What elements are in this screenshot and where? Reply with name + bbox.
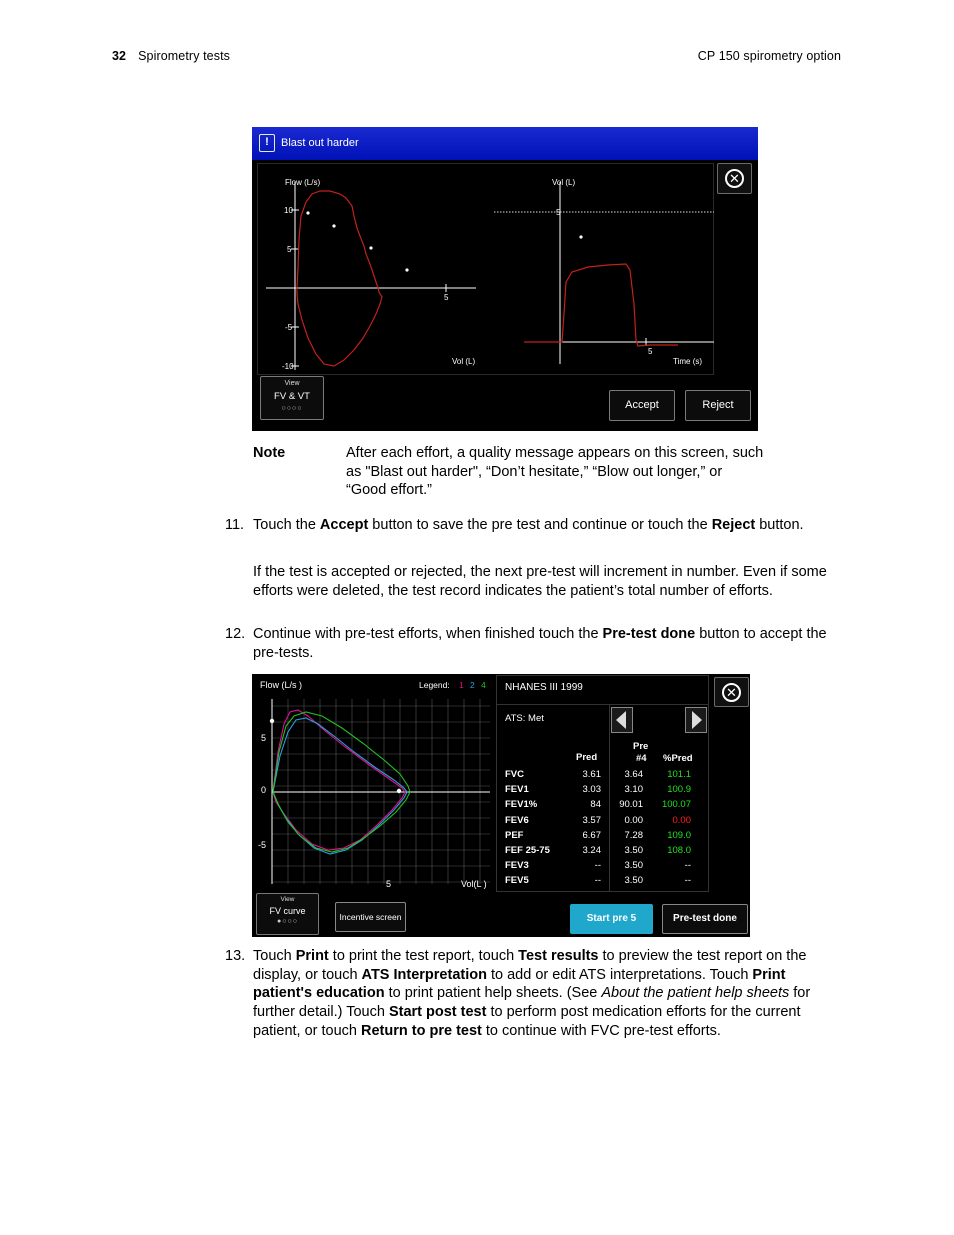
x-axis-label: Vol(L )	[461, 879, 487, 889]
legend-item: 1	[459, 680, 464, 690]
vt-y-tick-label: 5	[556, 208, 561, 217]
step-11-text: Touch the Accept button to save the pre test and continue or touch the Reject button.	[253, 517, 804, 533]
close-icon: ✕	[725, 169, 744, 188]
row-name: FEV1	[505, 784, 529, 796]
vt-x-tick-label: 5	[648, 347, 653, 356]
chart-flow-label: Flow (L/s )	[260, 680, 303, 690]
arrow-right-icon	[692, 711, 702, 729]
row-pred: 84	[590, 799, 601, 811]
row-pct-pred: 108.0	[667, 845, 691, 856]
close-button[interactable]	[714, 677, 749, 707]
row-pre: 90.01	[619, 799, 643, 811]
row-name: FVC	[505, 769, 524, 780]
view-name: FV curve	[269, 906, 306, 916]
row-pct-pred: 100.9	[667, 784, 691, 796]
step-11-paragraph: If the test is accepted or rejected, the next pre-test will increment in number. Even if some efforts were deleted, the test record indicates the patient’s total number of efforts.	[253, 564, 827, 599]
curve-effort-1	[273, 710, 405, 850]
row-pre: 3.50	[624, 845, 643, 856]
fv-tick-label: -10	[282, 362, 294, 371]
close-icon: ✕	[722, 683, 741, 702]
pretest-done-term: Pre-test done	[602, 626, 696, 642]
col-header-pct-pred: %Pred	[663, 753, 693, 764]
predicted-point	[579, 235, 582, 238]
table-row	[505, 860, 705, 875]
step-number: 13.	[225, 948, 246, 964]
pretest-results-screenshot	[252, 674, 750, 937]
row-pre: 0.00	[624, 814, 643, 826]
fv-tick-label: 10	[284, 206, 293, 215]
plot-panel	[257, 163, 714, 375]
row-pred: --	[594, 860, 601, 872]
next-effort-button[interactable]	[685, 707, 707, 733]
step-13-text: Touch Print to print the test report, touch Test results to preview the test report on the display, or touch ATS Interpretation to add or edit ATS interpretations. Touch Print patient's education to print patient help sheets. (See About the patient help sheets for further detail.) Touch Start post test to perform post medication efforts for the current patient, or touch Return to pre test to continue with FVC pre-test efforts.	[253, 948, 811, 1039]
curve-effort-4	[273, 712, 410, 852]
section-title: Spirometry tests	[138, 49, 231, 63]
vt-curve	[524, 264, 678, 346]
row-name: PEF	[505, 829, 524, 841]
x-tick-label: 5	[386, 879, 392, 889]
step-number: 12.	[225, 626, 246, 642]
fv-vol-label: Vol (L)	[452, 357, 476, 366]
quality-message: Blast out harder	[281, 137, 359, 149]
page-header-left	[112, 49, 230, 63]
legend-label: Legend:	[419, 680, 450, 690]
fv-curve	[297, 191, 382, 366]
row-pre: 3.50	[624, 875, 643, 887]
row-pct-pred: --	[684, 875, 691, 887]
view-page-dots: ●○○○	[277, 918, 298, 925]
page-number: 32	[112, 49, 127, 63]
row-pred: 6.67	[582, 829, 601, 841]
step-12-text: Continue with pre-test efforts, when finished touch the Pre-test done button to accept the pre-tests.	[253, 626, 827, 661]
row-name: FEV3	[505, 860, 529, 872]
row-name: FEV6	[505, 814, 529, 826]
ats-status: ATS: Met	[505, 713, 544, 724]
doc-title: CP 150 spirometry option	[697, 49, 841, 63]
row-pred: 3.57	[582, 814, 601, 826]
table-row	[505, 769, 705, 784]
info-message-icon: !	[259, 134, 275, 152]
view-name: FV & VT	[274, 391, 310, 402]
predicted-fvc-point	[397, 789, 401, 793]
row-pre: 3.64	[624, 769, 643, 780]
accept-button[interactable]: Accept	[609, 390, 675, 421]
print-term: Print	[295, 948, 329, 964]
ats-interpretation-term: ATS Interpretation	[361, 966, 487, 983]
print-education-term: Print patient's education	[253, 966, 786, 1002]
fv-vt-plots	[258, 164, 715, 376]
row-pct-pred: 101.1	[667, 769, 691, 780]
row-pct-pred: 100.07	[661, 799, 691, 811]
start-pre-5-button[interactable]: Start pre 5	[570, 904, 653, 934]
start-post-test-term: Start post test	[388, 1004, 487, 1021]
row-pct-pred: 0.00	[672, 814, 691, 826]
fv-tick-label: 5	[287, 245, 292, 254]
col-header-pred: Pred	[576, 752, 598, 763]
view-page-dots: ○○○○	[281, 405, 303, 412]
previous-effort-button[interactable]	[611, 707, 633, 733]
row-pre: 3.10	[624, 784, 643, 796]
fv-vt-screenshot	[252, 127, 758, 431]
view-label: View	[284, 380, 300, 387]
step-number: 11.	[225, 517, 245, 533]
legend-item: 2	[470, 680, 475, 690]
vt-vol-label: Vol (L)	[552, 178, 576, 187]
row-pre: 7.28	[624, 829, 643, 841]
row-pct-pred: --	[684, 860, 691, 872]
results-panel	[496, 675, 709, 892]
return-to-pre-test-term: Return to pre test	[361, 1022, 482, 1039]
row-pct-pred: 109.0	[667, 829, 691, 841]
predicted-point	[369, 246, 372, 249]
table-row	[505, 845, 705, 860]
table-row	[505, 815, 705, 830]
reject-term: Reject	[711, 517, 756, 533]
test-results-term: Test results	[518, 948, 599, 964]
row-pred: 3.61	[582, 769, 601, 780]
col-header-pre-number: #4	[636, 753, 647, 764]
y-tick-label: 0	[261, 785, 267, 795]
view-button[interactable]	[260, 376, 324, 420]
divider	[497, 704, 708, 705]
row-pre: 3.50	[624, 860, 643, 872]
predicted-point	[405, 268, 408, 271]
accept-term: Accept	[319, 517, 369, 533]
legend-item: 4	[481, 680, 486, 690]
incentive-screen-button[interactable]: Incentive screen	[335, 902, 406, 932]
reject-button[interactable]: Reject	[685, 390, 751, 421]
predicted-pef-point	[270, 719, 274, 723]
row-name: FEV5	[505, 875, 529, 887]
prediction-standard: NHANES III 1999	[505, 682, 583, 693]
pretest-done-button[interactable]: Pre-test done	[662, 904, 748, 934]
message-bar	[252, 127, 758, 160]
fv-flow-label: Flow (L/s)	[285, 178, 321, 187]
table-row	[505, 784, 705, 799]
table-row	[505, 830, 705, 845]
row-pred: 3.03	[582, 784, 601, 796]
table-row	[505, 799, 705, 814]
col-header-pre: Pre	[633, 741, 649, 752]
fv-x-tick-label: 5	[444, 293, 449, 302]
row-name: FEF 25-75	[505, 845, 550, 856]
close-button[interactable]	[717, 163, 752, 194]
arrow-left-icon	[616, 711, 626, 729]
y-tick-label: 5	[261, 733, 267, 743]
y-tick-label: -5	[258, 840, 267, 850]
view-label: View	[280, 896, 295, 903]
help-sheets-reference: About the patient help sheets	[601, 985, 790, 1002]
row-pred: --	[594, 875, 601, 887]
vt-time-label: Time (s)	[673, 357, 703, 366]
predicted-point	[332, 224, 335, 227]
table-row	[505, 875, 705, 890]
predicted-point	[306, 211, 309, 214]
row-pred: 3.24	[582, 845, 601, 856]
fv-tick-label: -5	[285, 323, 293, 332]
view-button[interactable]	[256, 893, 319, 935]
note-text: After each effort, a quality message appears on this screen, such as "Blast out harder", “Don’t hesitate,” “Blow out longer,” or “Good effort.”	[346, 445, 764, 499]
note-label: Note	[253, 445, 286, 461]
row-name: FEV1%	[505, 799, 538, 811]
